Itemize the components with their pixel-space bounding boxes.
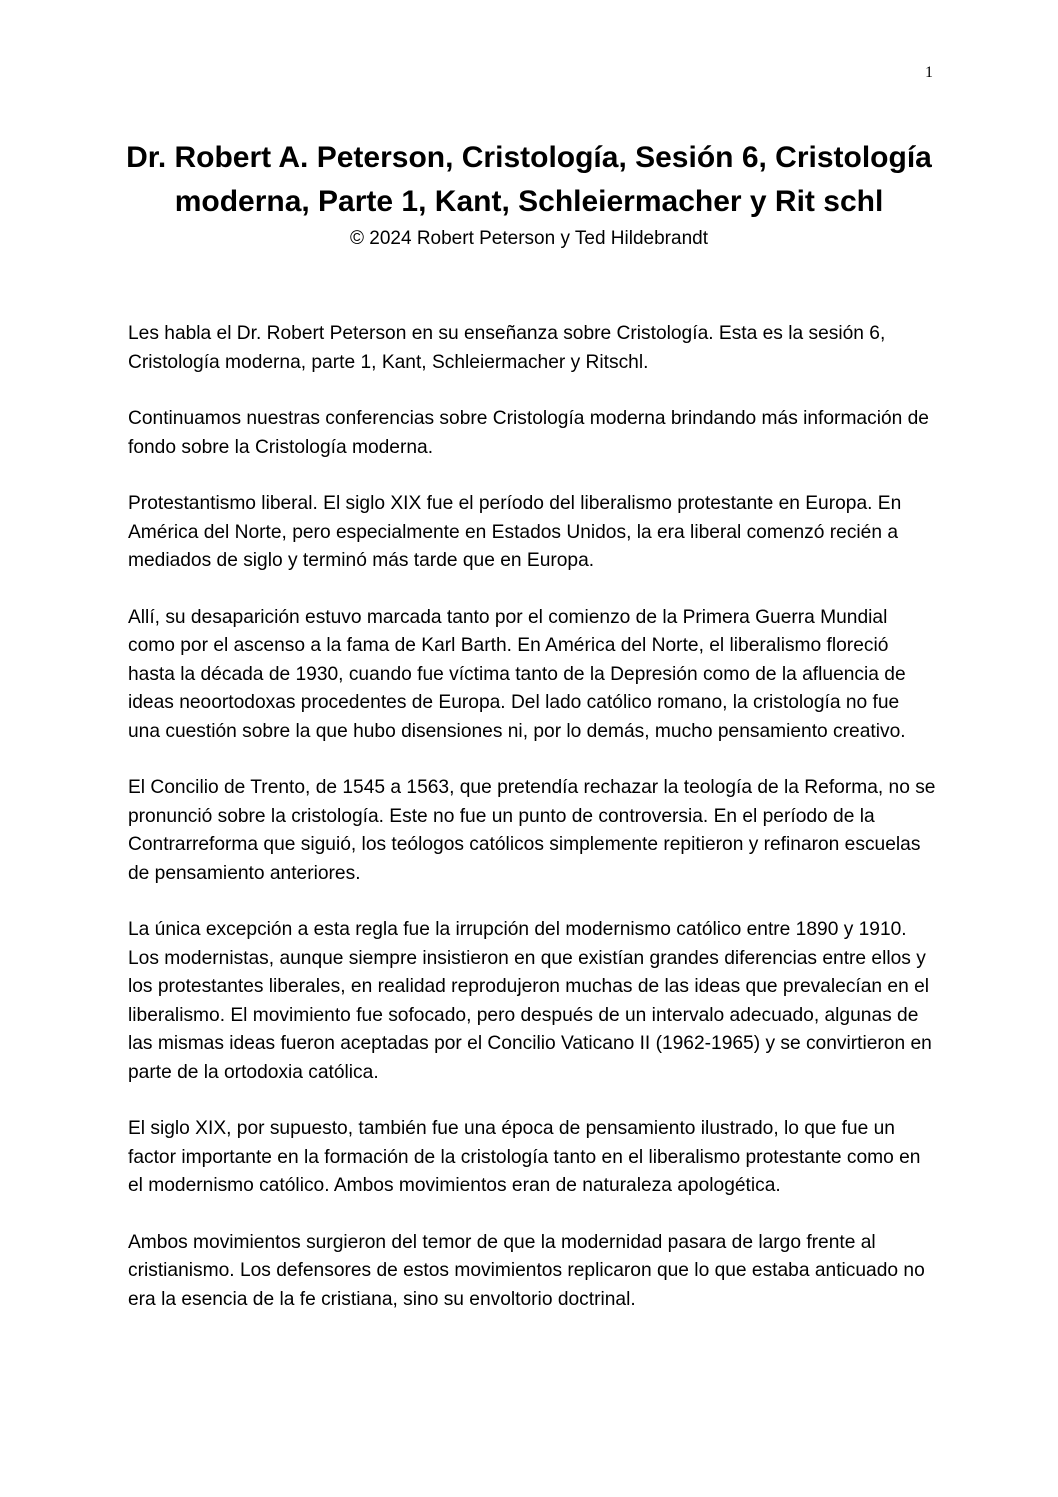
- paragraph: Ambos movimientos surgieron del temor de que la modernidad pasara de largo frente al cristianismo. Los defensores de estos movimientos replicaron que lo que estaba anticuado no era la esencia de la fe cristiana, sino su envoltorio doctrinal.: [128, 1231, 925, 1310]
- paragraph: Continuamos nuestras conferencias sobre Cristología moderna brindando más información de fondo sobre la Cristología moderna.: [128, 408, 929, 458]
- paragraph: Les habla el Dr. Robert Peterson en su enseñanza sobre Cristología. Esta es la sesión 6, Cristología moderna, parte 1, Kant, Schleiermacher y Ritschl.: [128, 323, 886, 373]
- paragraph: Protestantismo liberal. El siglo XIX fue el período del liberalismo protestante en Europa. En América del Norte, pero especialmente en Estados Unidos, la era liberal comenzó recién a mediados de siglo y terminó más tarde que en Europa.: [128, 493, 902, 571]
- page-number: 1: [925, 64, 933, 81]
- paragraph: Allí, su desaparición estuvo marcada tanto por el comienzo de la Primera Guerra Mundial como por el ascenso a la fama de Karl Barth. En América del Norte, el liberalismo floreció hasta la década de 1930, cuando fue víctima tanto de la Depresión como de la afluencia de ideas neoortodoxas procedentes de Europa. Del lado católico romano, la cristología no fue una cuestión sobre la que hubo disensiones ni, por lo demás, mucho pensamiento creativo.: [128, 606, 906, 742]
- document-body: [128, 320, 936, 1342]
- paragraph: El Concilio de Trento, de 1545 a 1563, que pretendía rechazar la teología de la Reforma, no se pronunció sobre la cristología. Este no fue un punto de controversia. En el período de la Contrarreforma que siguió, los teólogos católicos simplemente repitieron y refinaron escuelas de pensamiento anteriores.: [128, 777, 936, 884]
- document-title: Dr. Robert A. Peterson, Cristología, Sesión 6, Cristología moderna, Parte 1, Kant, Schleiermacher y Rit schl: [126, 141, 932, 218]
- title-block: [100, 136, 958, 252]
- paragraph: El siglo XIX, por supuesto, también fue una época de pensamiento ilustrado, lo que fue un factor importante en la formación de la cristología tanto en el liberalismo protestante como en el modernismo católico. Ambos movimientos eran de naturaleza apologética.: [128, 1118, 921, 1196]
- copyright-line: © 2024 Robert Peterson y Ted Hildebrandt: [350, 228, 708, 249]
- paragraph: La única excepción a esta regla fue la irrupción del modernismo católico entre 1890 y 1910. Los modernistas, aunque siempre insistieron en que existían grandes diferencias entre ellos y los protestantes liberales, en realidad reprodujeron muchas de las ideas que prevalecían en el liberalismo. El movimiento fue sofocado, pero después de un intervalo adecuado, algunas de las mismas ideas fueron aceptadas por el Concilio Vaticano II (1962-1965) y se convirtieron en parte de la ortodoxia católica.: [128, 919, 932, 1083]
